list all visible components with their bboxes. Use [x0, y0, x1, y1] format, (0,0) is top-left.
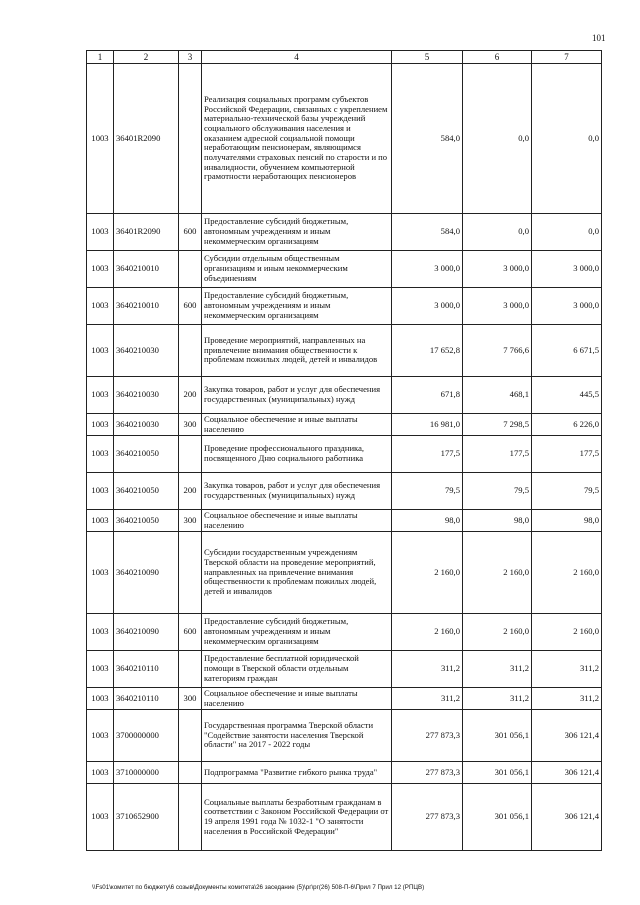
cell-section-code: 1003 — [87, 688, 114, 710]
cell-description: Закупка товаров, работ и услуг для обеспечения государственных (муниципальных) нужд — [202, 377, 392, 414]
cell-amount-col5: 311,2 — [392, 688, 463, 710]
cell-expense-type-code: 300 — [179, 688, 202, 710]
header-row — [87, 51, 602, 64]
table-row — [87, 651, 602, 688]
cell-amount-col5: 671,8 — [392, 377, 463, 414]
table-row — [87, 473, 602, 510]
table-row — [87, 510, 602, 532]
cell-description: Проведение профессионального праздника, посвященного Дню социального работника — [202, 436, 392, 473]
cell-amount-col5: 2 160,0 — [392, 532, 463, 614]
cell-amount-col7: 306 121,4 — [532, 784, 602, 851]
cell-expense-type-code — [179, 651, 202, 688]
cell-target-article-code: 3640210010 — [114, 251, 179, 288]
cell-target-article-code: 3640210110 — [114, 688, 179, 710]
cell-expense-type-code — [179, 532, 202, 614]
cell-expense-type-code — [179, 325, 202, 377]
cell-amount-col6: 79,5 — [463, 473, 532, 510]
cell-description: Государственная программа Тверской области "Содействие занятости населения Тверской области" на 2017 - 2022 годы — [202, 710, 392, 762]
table-row — [87, 784, 602, 851]
header-cell-7: 7 — [532, 51, 602, 64]
cell-amount-col7: 6 226,0 — [532, 414, 602, 436]
cell-description: Реализация социальных программ субъектов Российской Федерации, связанных с укреплением материально-технической базы учреждений социального обслуживания населения и оказанием адресной социальной помощи неработающим пенсионерам, являющимся получателями страховых пенсий по старости и по инвалидности, обучением компьютерной грамотности неработающих пенсионеров — [202, 64, 392, 214]
table-row — [87, 532, 602, 614]
cell-amount-col5: 3 000,0 — [392, 251, 463, 288]
cell-amount-col7: 0,0 — [532, 214, 602, 251]
cell-description: Субсидии государственным учреждениям Тверской области на проведение мероприятий, направленных на привлечение внимания общественности к проблемам пожилых людей, детей и инвалидов — [202, 532, 392, 614]
cell-amount-col6: 301 056,1 — [463, 710, 532, 762]
cell-amount-col7: 445,5 — [532, 377, 602, 414]
cell-section-code: 1003 — [87, 325, 114, 377]
cell-section-code: 1003 — [87, 784, 114, 851]
cell-section-code: 1003 — [87, 473, 114, 510]
cell-target-article-code: 36401R2090 — [114, 64, 179, 214]
cell-expense-type-code — [179, 784, 202, 851]
cell-description: Подпрограмма "Развитие гибкого рынка труда" — [202, 762, 392, 784]
cell-expense-type-code — [179, 762, 202, 784]
cell-amount-col6: 2 160,0 — [463, 532, 532, 614]
cell-section-code: 1003 — [87, 510, 114, 532]
cell-amount-col5: 2 160,0 — [392, 614, 463, 651]
cell-amount-col6: 2 160,0 — [463, 614, 532, 651]
header-cell-5: 5 — [392, 51, 463, 64]
cell-amount-col5: 16 981,0 — [392, 414, 463, 436]
cell-amount-col6: 311,2 — [463, 651, 532, 688]
cell-amount-col5: 177,5 — [392, 436, 463, 473]
cell-amount-col6: 301 056,1 — [463, 762, 532, 784]
cell-section-code: 1003 — [87, 762, 114, 784]
table-row — [87, 688, 602, 710]
header-cell-4: 4 — [202, 51, 392, 64]
cell-amount-col6: 7 298,5 — [463, 414, 532, 436]
cell-description: Предоставление субсидий бюджетным, автономным учреждениям и иным некоммерческим организациям — [202, 214, 392, 251]
table-row — [87, 325, 602, 377]
cell-target-article-code: 3640210010 — [114, 288, 179, 325]
table-row — [87, 614, 602, 651]
header-cell-1: 1 — [87, 51, 114, 64]
cell-description: Предоставление субсидий бюджетным, автономным учреждениям и иным некоммерческим организациям — [202, 288, 392, 325]
cell-amount-col7: 306 121,4 — [532, 762, 602, 784]
cell-description: Социальное обеспечение и иные выплаты населению — [202, 510, 392, 532]
cell-expense-type-code — [179, 251, 202, 288]
header-cell-2: 2 — [114, 51, 179, 64]
cell-expense-type-code: 300 — [179, 510, 202, 532]
cell-section-code: 1003 — [87, 614, 114, 651]
cell-target-article-code: 3710652900 — [114, 784, 179, 851]
table-row — [87, 251, 602, 288]
cell-section-code: 1003 — [87, 288, 114, 325]
table-row — [87, 288, 602, 325]
cell-description: Социальное обеспечение и иные выплаты населению — [202, 414, 392, 436]
cell-amount-col5: 277 873,3 — [392, 784, 463, 851]
cell-target-article-code: 3700000000 — [114, 710, 179, 762]
cell-target-article-code: 36401R2090 — [114, 214, 179, 251]
cell-section-code: 1003 — [87, 377, 114, 414]
cell-amount-col5: 584,0 — [392, 64, 463, 214]
cell-amount-col5: 17 652,8 — [392, 325, 463, 377]
cell-amount-col6: 98,0 — [463, 510, 532, 532]
cell-section-code: 1003 — [87, 214, 114, 251]
cell-target-article-code: 3640210110 — [114, 651, 179, 688]
cell-description: Предоставление бесплатной юридической помощи в Тверской области отдельным категориям граждан — [202, 651, 392, 688]
cell-amount-col7: 6 671,5 — [532, 325, 602, 377]
cell-amount-col6: 3 000,0 — [463, 251, 532, 288]
cell-amount-col7: 177,5 — [532, 436, 602, 473]
table-row — [87, 377, 602, 414]
cell-amount-col6: 7 766,6 — [463, 325, 532, 377]
cell-description: Социальные выплаты безработным гражданам в соответствии с Законом Российской Федерации от 19 апреля 1991 года № 1032-1 "О занятости населения в Российской Федерации" — [202, 784, 392, 851]
cell-amount-col7: 2 160,0 — [532, 614, 602, 651]
cell-expense-type-code: 300 — [179, 414, 202, 436]
cell-description: Социальное обеспечение и иные выплаты населению — [202, 688, 392, 710]
cell-amount-col5: 3 000,0 — [392, 288, 463, 325]
cell-section-code: 1003 — [87, 414, 114, 436]
cell-amount-col5: 98,0 — [392, 510, 463, 532]
cell-expense-type-code — [179, 710, 202, 762]
cell-amount-col6: 301 056,1 — [463, 784, 532, 851]
page-number: 101 — [592, 33, 606, 43]
cell-amount-col6: 177,5 — [463, 436, 532, 473]
cell-description: Проведение мероприятий, направленных на привлечение внимания общественности к проблемам пожилых людей, детей и инвалидов — [202, 325, 392, 377]
cell-amount-col7: 2 160,0 — [532, 532, 602, 614]
footer-file-path: \\Fs01\комитет по бюджету\6 созыв\Документы комитета\26 заседание (5)\рг\рг(26) 508-П-6\Прил 7 Прил 12 (РПЦВ) — [92, 884, 425, 891]
cell-amount-col6: 311,2 — [463, 688, 532, 710]
cell-section-code: 1003 — [87, 710, 114, 762]
budget-table-body — [87, 51, 602, 851]
cell-expense-type-code: 600 — [179, 614, 202, 651]
cell-amount-col7: 98,0 — [532, 510, 602, 532]
cell-amount-col7: 306 121,4 — [532, 710, 602, 762]
header-cell-3: 3 — [179, 51, 202, 64]
cell-amount-col7: 3 000,0 — [532, 288, 602, 325]
cell-amount-col5: 584,0 — [392, 214, 463, 251]
cell-target-article-code: 3640210050 — [114, 510, 179, 532]
cell-amount-col7: 311,2 — [532, 688, 602, 710]
cell-section-code: 1003 — [87, 64, 114, 214]
table-row — [87, 214, 602, 251]
cell-amount-col7: 3 000,0 — [532, 251, 602, 288]
cell-target-article-code: 3640210030 — [114, 377, 179, 414]
cell-expense-type-code: 200 — [179, 377, 202, 414]
cell-target-article-code: 3640210030 — [114, 414, 179, 436]
cell-target-article-code: 3710000000 — [114, 762, 179, 784]
cell-target-article-code: 3640210050 — [114, 473, 179, 510]
cell-expense-type-code: 200 — [179, 473, 202, 510]
cell-amount-col5: 79,5 — [392, 473, 463, 510]
cell-amount-col5: 311,2 — [392, 651, 463, 688]
cell-target-article-code: 3640210090 — [114, 532, 179, 614]
cell-amount-col6: 3 000,0 — [463, 288, 532, 325]
cell-amount-col7: 79,5 — [532, 473, 602, 510]
cell-expense-type-code — [179, 436, 202, 473]
cell-section-code: 1003 — [87, 651, 114, 688]
cell-expense-type-code — [179, 64, 202, 214]
budget-table — [86, 50, 602, 851]
cell-target-article-code: 3640210050 — [114, 436, 179, 473]
cell-expense-type-code: 600 — [179, 214, 202, 251]
cell-description: Предоставление субсидий бюджетным, автономным учреждениям и иным некоммерческим организациям — [202, 614, 392, 651]
cell-amount-col6: 0,0 — [463, 64, 532, 214]
cell-section-code: 1003 — [87, 436, 114, 473]
cell-description: Закупка товаров, работ и услуг для обеспечения государственных (муниципальных) нужд — [202, 473, 392, 510]
cell-section-code: 1003 — [87, 532, 114, 614]
cell-amount-col5: 277 873,3 — [392, 710, 463, 762]
cell-target-article-code: 3640210090 — [114, 614, 179, 651]
table-row — [87, 710, 602, 762]
cell-amount-col5: 277 873,3 — [392, 762, 463, 784]
cell-expense-type-code: 600 — [179, 288, 202, 325]
cell-amount-col6: 468,1 — [463, 377, 532, 414]
cell-amount-col7: 0,0 — [532, 64, 602, 214]
cell-description: Субсидии отдельным общественным организациям и иным некоммерческим объединениям — [202, 251, 392, 288]
table-row — [87, 436, 602, 473]
cell-amount-col7: 311,2 — [532, 651, 602, 688]
table-row — [87, 64, 602, 214]
table-row — [87, 762, 602, 784]
cell-amount-col6: 0,0 — [463, 214, 532, 251]
table-row — [87, 414, 602, 436]
header-cell-6: 6 — [463, 51, 532, 64]
cell-section-code: 1003 — [87, 251, 114, 288]
cell-target-article-code: 3640210030 — [114, 325, 179, 377]
